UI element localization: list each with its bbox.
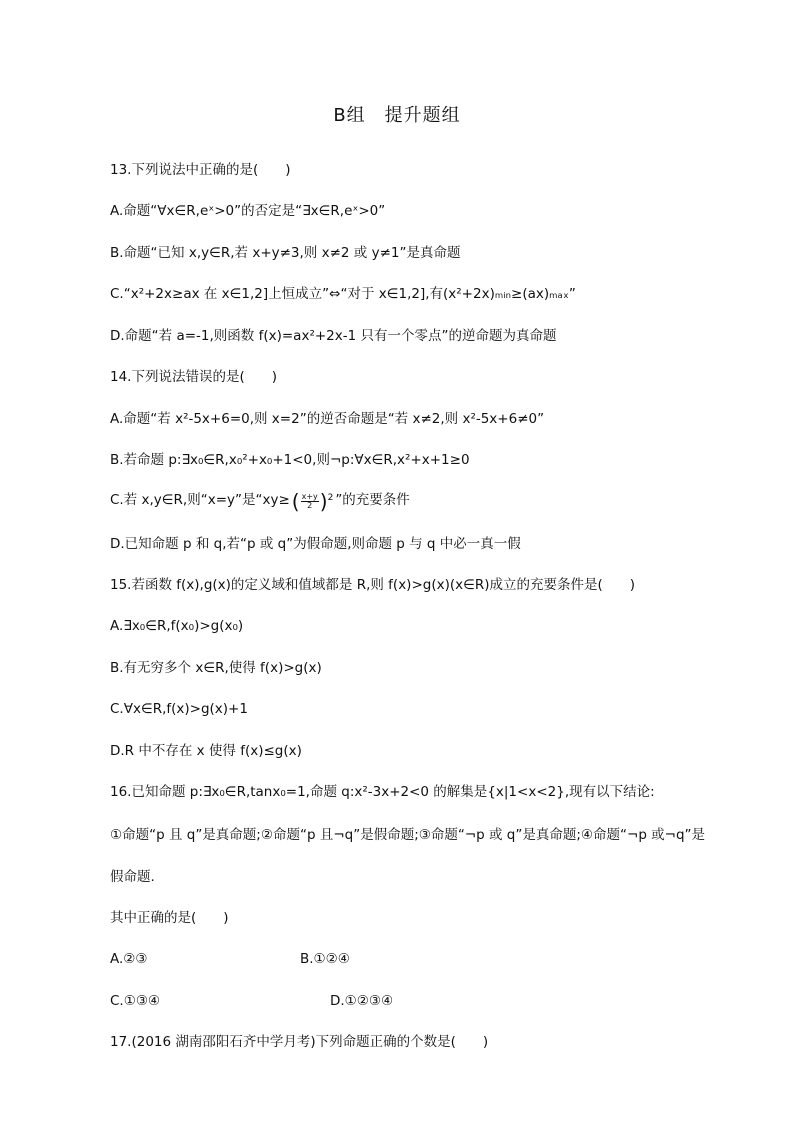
question-15-stem: 15.若函数 f(x),g(x)的定义域和值域都是 R,则 f(x)>g(x)(x∈R)成立的充要条件是( ) [110,577,636,593]
question-16-option-c: C.①③④ [110,993,161,1009]
question-16-option-d: D.①②③④ [330,993,394,1009]
question-14-option-b: B.若命题 p:∃x₀∈R,x₀²+x₀+1<0,则¬p:∀x∈R,x²+x+1≥0 [110,452,470,468]
question-14-option-d: D.已知命题 p 和 q,若“p 或 q”为假命题,则命题 p 与 q 中必一真一假 [110,536,521,552]
fraction [301,493,319,510]
left-paren: ( [291,489,300,514]
question-17-stem: 17.(2016 湖南邵阳石齐中学月考)下列命题正确的个数是( ) [110,1034,489,1050]
question-16-stem: 16.已知命题 p:∃x₀∈R,tanx₀=1,命题 q:x²-3x+2<0 的解集是{x|1<x<2},现有以下结论: [110,784,655,800]
question-13-stem: 13.下列说法中正确的是( ) [110,162,291,178]
question-14-option-c [110,489,410,514]
fraction-expression [291,489,334,514]
question-13-option-b: B.命题“已知 x,y∈R,若 x+y≠3,则 x≠2 或 y≠1”是真命题 [110,245,461,261]
fraction-numerator: x+y [301,492,318,501]
question-15-option-b: B.有无穷多个 x∈R,使得 f(x)>g(x) [110,660,322,676]
question-16-options-row-1 [110,950,350,968]
exponent: 2 [327,493,334,503]
question-15-option-c: C.∀x∈R,f(x)>g(x)+1 [110,701,248,717]
question-16-ask: 其中正确的是( ) [110,910,229,926]
question-13-option-d: D.命题“若 a=-1,则函数 f(x)=ax²+2x-1 只有一个零点”的逆命题为真命题 [110,328,557,344]
question-16-option-b: B.①②④ [300,951,350,967]
section-title: B组 提升题组 [333,105,461,126]
question-13-option-c: C.“x²+2x≥ax 在 x∈1,2]上恒成立”⇔“对于 x∈1,2],有(x²+2x)ₘᵢₙ≥(ax)ₘₐₓ” [110,286,576,302]
question-15-option-a: A.∃x₀∈R,f(x₀)>g(x₀) [110,618,244,634]
option-c-prefix: C.若 x,y∈R,则“x=y”是“xy≥ [110,491,290,508]
question-16-body-line-2: 假命题. [110,869,155,885]
question-16-body-line-1: ①命题“p 且 q”是真命题;②命题“p 且¬q”是假命题;③命题“¬p 或 q”是真命题;④命题“¬p 或¬q”是 [110,827,706,843]
right-paren: ) [319,489,328,514]
question-16-options-row-2 [110,992,394,1010]
question-13-option-a: A.命题“∀x∈R,eˣ>0”的否定是“∃x∈R,eˣ>0” [110,203,386,219]
question-14-option-a: A.命题“若 x²-5x+6=0,则 x=2”的逆否命题是“若 x≠2,则 x²-5x+6≠0” [110,411,545,427]
question-16-option-a: A.②③ [110,951,148,967]
option-c-suffix: ”的充要条件 [335,491,410,508]
fraction-denominator: 2 [307,501,313,510]
question-15-option-d: D.R 中不存在 x 使得 f(x)≤g(x) [110,743,302,759]
question-14-stem: 14.下列说法错误的是( ) [110,369,278,385]
